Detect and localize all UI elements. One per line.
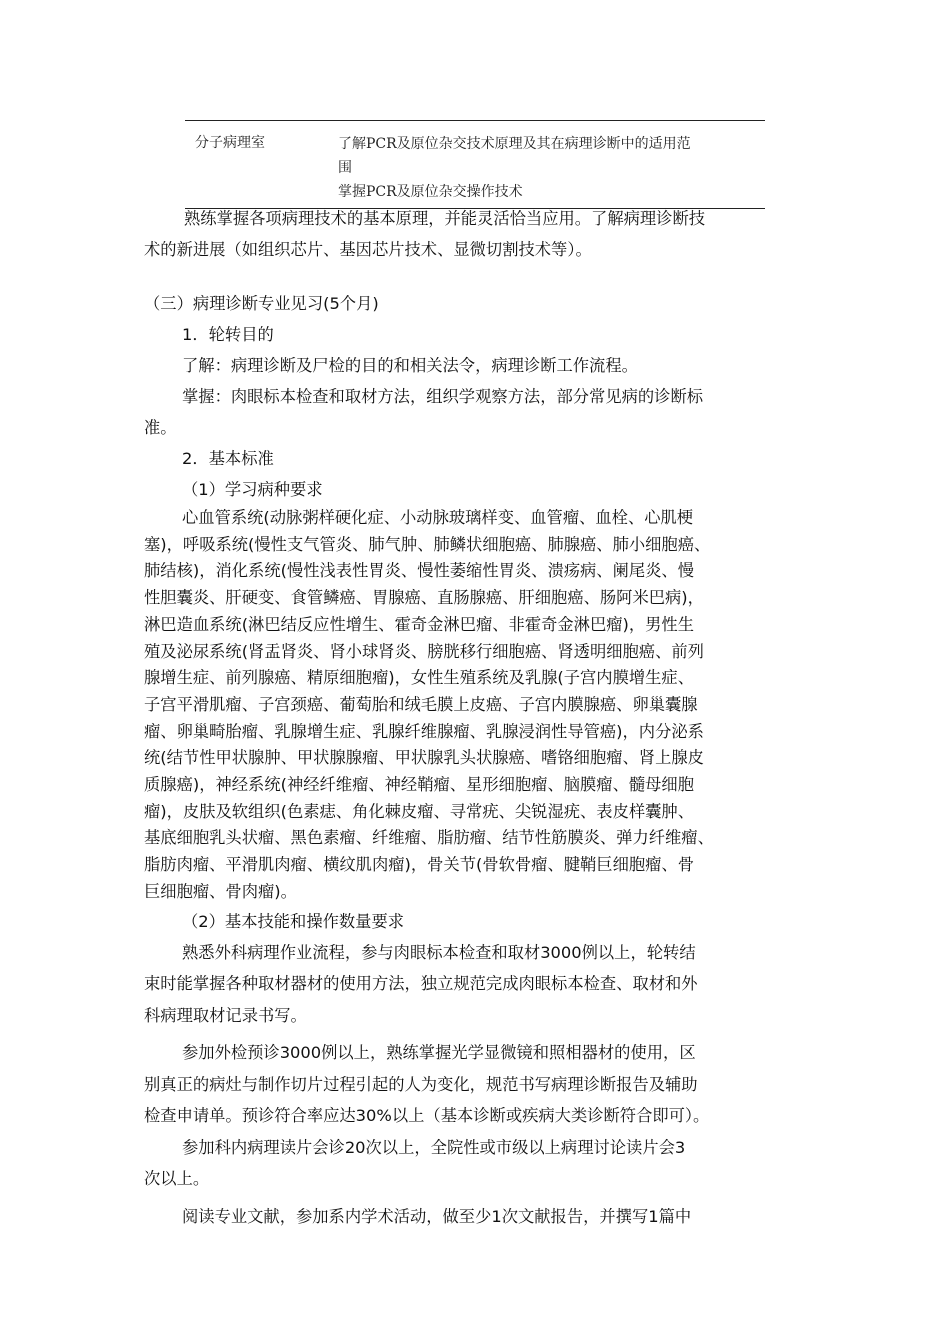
text-line: 肺结核)，消化系统(慢性浅表性胃炎、慢性萎缩性胃炎、溃疡病、阑尾炎、慢: [144, 561, 694, 581]
text-line: 束时能掌握各种取材器材的使用方法，独立规范完成肉眼标本检查、取材和外: [144, 974, 698, 994]
heading-basic-standard: 2．基本标准: [182, 449, 274, 468]
document-body: [144, 203, 809, 1232]
text-line: 瘤、卵巢畸胎瘤、乳腺增生症、乳腺纤维腺瘤、乳腺浸润性导管癌)，内分泌系: [144, 721, 704, 741]
text-line: 腺增生症、前列腺癌、精原细胞瘤)，女性生殖系统及乳腺(子宫内膜增生症、: [144, 668, 694, 688]
text-line: 术的新进展（如组织芯片、基因芯片技术、显微切割技术等）。: [144, 240, 592, 259]
text-line: 准。: [144, 418, 177, 437]
text-line: 殖及泌尿系统(肾盂肾炎、肾小球肾炎、膀胱移行细胞癌、肾透明细胞癌、前列: [144, 641, 704, 661]
skills-paragraph-4: [144, 1201, 809, 1233]
text-line: 脂肪肉瘤、平滑肌肉瘤、横纹肌肉瘤)，骨关节(骨软骨瘤、腱鞘巨细胞瘤、骨: [144, 855, 694, 875]
text-line: 心血管系统(动脉粥样硬化症、小动脉玻璃样变、血管瘤、血栓、心肌梗: [182, 508, 694, 527]
table-line: 围: [338, 160, 352, 176]
text-line: 巨细胞瘤、骨肉瘤)。: [144, 881, 297, 901]
heading-disease-requirements: （1）学习病种要求: [182, 480, 323, 499]
text-line: 阅读专业文献，参加系内学术活动，做至少1次文献报告，并撰写1篇中: [182, 1206, 692, 1226]
paragraph-master: [144, 381, 809, 443]
text-line: 塞)，呼吸系统(慢性支气管炎、肺气肿、肺鳞状细胞癌、肺腺癌、肺小细胞癌、: [144, 534, 711, 554]
text-line: 瘤)，皮肤及软组织(色素痣、角化棘皮瘤、寻常疣、尖锐湿疣、表皮样囊肿、: [144, 801, 694, 821]
skills-paragraph-3: [144, 1132, 809, 1195]
text-line: 熟练掌握各项病理技术的基本原理，并能灵活恰当应用。了解病理诊断技: [184, 209, 706, 228]
text-line: 熟悉外科病理作业流程，参与肉眼标本检查和取材3000例以上，轮转结: [182, 942, 696, 962]
text-line: 参加外检预诊3000例以上，熟练掌握光学显微镜和照相器材的使用，区: [182, 1043, 696, 1063]
table-dept-cell: 分子病理室: [195, 135, 265, 151]
table-content-cell: [338, 121, 765, 208]
text-line: 淋巴造血系统(淋巴结反应性增生、霍奇金淋巴瘤、非霍奇金淋巴瘤)，男性生: [144, 614, 694, 634]
heading-rotation-goal: 1．轮转目的: [182, 325, 274, 344]
text-line: 子宫平滑肌瘤、子宫颈癌、葡萄胎和绒毛膜上皮癌、子宫内膜腺癌、卵巢囊腺: [144, 694, 698, 714]
paragraph-understand: 了解：病理诊断及尸检的目的和相关法令，病理诊断工作流程。: [182, 356, 638, 375]
text-line: 性胆囊炎、肝硬变、食管鳞癌、胃腺癌、直肠腺癌、肝细胞癌、肠阿米巴病)，: [144, 588, 704, 608]
heading-skills-requirements: （2）基本技能和操作数量要求: [182, 911, 405, 931]
text-line: 别真正的病灶与制作切片过程引起的人为变化，规范书写病理诊断报告及辅助: [144, 1074, 698, 1094]
skills-paragraph-2: [144, 1037, 809, 1132]
text-line: 掌握：肉眼标本检查和取材方法，组织学观察方法，部分常见病的诊断标: [182, 387, 704, 406]
text-line: 次以上。: [144, 1169, 210, 1189]
disease-list-paragraph: [144, 505, 809, 906]
text-line: 检查申请单。预诊符合率应达30%以上（基本诊断或疾病大类诊断符合即可）。: [144, 1106, 710, 1126]
text-line: 参加科内病理读片会诊20次以上，全院性或市级以上病理讨论读片会3: [182, 1137, 686, 1157]
skills-paragraph-1: [144, 937, 809, 1032]
intro-paragraph: [144, 203, 809, 265]
text-line: 科病理取材记录书写。: [144, 1005, 307, 1025]
table-line: 掌握PCR及原位杂交操作技术: [338, 184, 523, 200]
text-line: 统(结节性甲状腺肿、甲状腺腺瘤、甲状腺乳头状腺癌、嗜铬细胞瘤、肾上腺皮: [144, 748, 704, 768]
section-title: （三）病理诊断专业见习(5个月): [144, 294, 379, 313]
rotation-table: [185, 120, 765, 209]
text-line: 质腺癌)，神经系统(神经纤维瘤、神经鞘瘤、星形细胞瘤、脑膜瘤、髓母细胞: [144, 775, 694, 795]
text-line: 基底细胞乳头状瘤、黑色素瘤、纤维瘤、脂肪瘤、结节性筋膜炎、弹力纤维瘤、: [144, 828, 714, 848]
table-line: 了解PCR及原位杂交技术原理及其在病理诊断中的适用范: [338, 136, 691, 152]
spacer: [144, 265, 809, 288]
